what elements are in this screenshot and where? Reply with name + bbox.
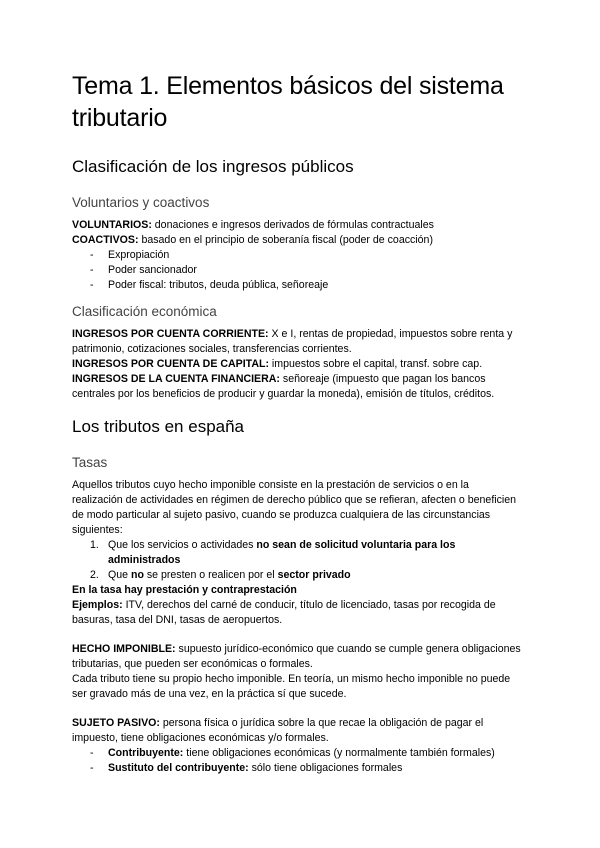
document-page bbox=[72, 70, 522, 776]
definition-cuenta-corriente: X e I, rentas de propiedad, impuestos sobre renta y patrimonio, cotizaciones sociales, transferencias corrientes. bbox=[72, 328, 513, 355]
coactivos-list bbox=[72, 248, 522, 293]
bold-statement: En la tasa hay prestación y contraprestación bbox=[72, 584, 297, 596]
definition-cuenta-financiera: señoreaje (impuesto que pagan los bancos centrales por los beneficios de producir y guardar la moneda), emisión de títulos, créditos. bbox=[72, 373, 495, 400]
paragraph-contraprestacion bbox=[72, 583, 522, 598]
list-item bbox=[90, 568, 522, 583]
definition-sujeto-pasivo: persona física o jurídica sobre la que recae la obligación de pagar el impuesto, tiene obligaciones económicas y/o formales. bbox=[72, 717, 484, 744]
term-sustituto: Sustituto del contribuyente: bbox=[108, 762, 249, 774]
subsection-heading-tasas: Tasas bbox=[72, 455, 108, 470]
tasas-conditions-list bbox=[72, 538, 522, 583]
term-cuenta-capital: INGRESOS POR CUENTA DE CAPITAL: bbox=[72, 358, 269, 370]
definition-voluntarios: donaciones e ingresos derivados de fórmulas contractuales bbox=[151, 219, 434, 231]
list-item bbox=[90, 538, 522, 568]
term-hecho-imponible: HECHO IMPONIBLE: bbox=[72, 643, 176, 655]
list-text: se presten o realicen por el bbox=[143, 569, 278, 581]
list-text-bold: sector privado bbox=[277, 569, 351, 581]
list-number: 1. bbox=[90, 539, 99, 551]
paragraph-cuenta-capital bbox=[72, 357, 522, 372]
paragraph-cuenta-corriente bbox=[72, 327, 522, 357]
paragraph-tasas-intro: Aquellos tributos cuyo hecho imponible consiste en la prestación de servicios o en la realización de actividades en régimen de derecho público que se refieran, afecten o beneficien de modo particular al sujeto pasivo, cuando se produzca cualquiera de las circunstancias siguientes: bbox=[72, 479, 517, 536]
subsection-heading-voluntarios: Voluntarios y coactivos bbox=[72, 195, 210, 210]
sujeto-pasivo-list bbox=[72, 746, 522, 776]
definition-coactivos: basado en el principio de soberanía fiscal (poder de coacción) bbox=[138, 234, 433, 246]
list-item bbox=[90, 761, 522, 776]
list-item: - Poder fiscal: tributos, deuda pública, señoreaje bbox=[90, 278, 522, 293]
paragraph-ejemplos bbox=[72, 598, 522, 628]
term-cuenta-corriente: INGRESOS POR CUENTA CORRIENTE: bbox=[72, 328, 269, 340]
list-item: - Poder sancionador bbox=[90, 263, 522, 278]
subsection-heading-clasificacion-economica: Clasificación económica bbox=[72, 304, 217, 319]
list-text: Que bbox=[108, 569, 131, 581]
paragraph-coactivos bbox=[72, 233, 522, 248]
term-coactivos: COACTIVOS: bbox=[72, 234, 139, 246]
paragraph-sujeto-pasivo bbox=[72, 716, 522, 746]
paragraph-cuenta-financiera bbox=[72, 372, 522, 402]
list-number: 2. bbox=[90, 569, 99, 581]
section-heading-tributos: Los tributos en españa bbox=[72, 417, 245, 436]
list-text-bold: no sean de solicitud voluntaria para los administrados bbox=[108, 539, 456, 566]
paragraph-voluntarios bbox=[72, 218, 522, 233]
list-item: - Expropiación bbox=[90, 248, 522, 263]
term-voluntarios: VOLUNTARIOS: bbox=[72, 219, 152, 231]
paragraph-hecho-imponible bbox=[72, 642, 522, 672]
list-text: Que los servicios o actividades bbox=[108, 539, 257, 551]
term-contribuyente: Contribuyente: bbox=[108, 747, 184, 759]
term-cuenta-financiera: INGRESOS DE LA CUENTA FINANCIERA: bbox=[72, 373, 280, 385]
list-item bbox=[90, 746, 522, 761]
list-text-bold: no bbox=[130, 569, 144, 581]
section-heading-clasificacion: Clasificación de los ingresos públicos bbox=[72, 157, 354, 176]
definition-sustituto: sólo tiene obligaciones formales bbox=[248, 762, 403, 774]
definition-contribuyente: tiene obligaciones económicas (y normalmente también formales) bbox=[183, 747, 495, 759]
definition-cuenta-capital: impuestos sobre el capital, transf. sobre cap. bbox=[268, 358, 483, 370]
definition-ejemplos: ITV, derechos del carné de conducir, título de licenciado, tasas por recogida de basuras, tasa del DNI, tasas de aeropuertos. bbox=[72, 599, 496, 626]
paragraph-hecho-imponible-2: Cada tributo tiene su propio hecho imponible. En teoría, un mismo hecho imponible no puede ser gravado más de una vez, en la práctica sí que sucede. bbox=[72, 673, 511, 700]
document-title: Tema 1. Elementos básicos del sistema tributario bbox=[72, 72, 504, 132]
term-sujeto-pasivo: SUJETO PASIVO: bbox=[72, 717, 160, 729]
term-ejemplos: Ejemplos: bbox=[72, 599, 123, 611]
definition-hecho-imponible: supuesto jurídico-económico que cuando se cumple genera obligaciones tributarias, que pueden ser económicas o formales. bbox=[72, 643, 521, 670]
